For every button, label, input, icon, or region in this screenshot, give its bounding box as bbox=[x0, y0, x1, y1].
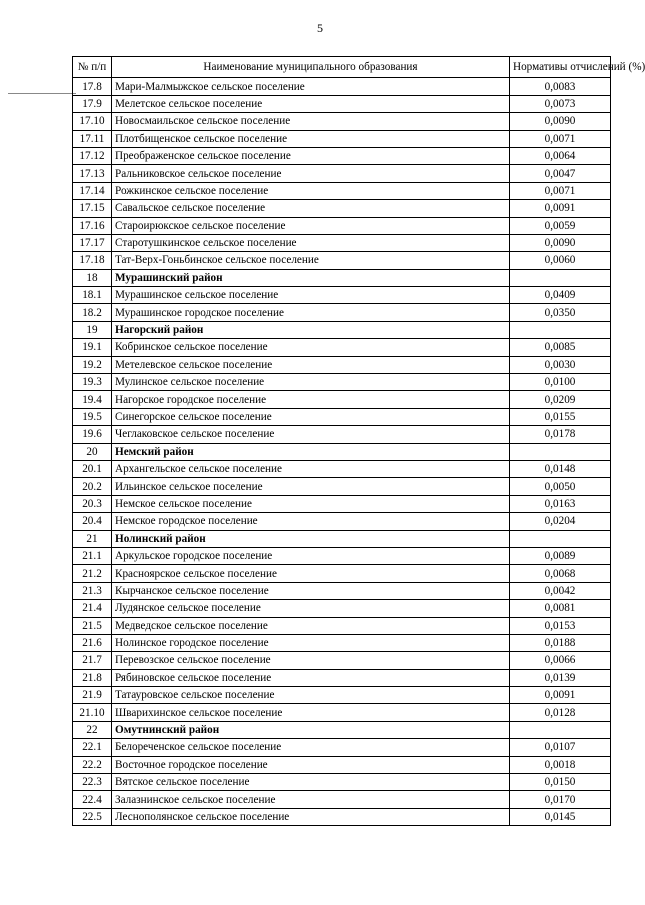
row-name: Нолинское городское поселение bbox=[112, 634, 510, 651]
row-value: 0,0155 bbox=[510, 408, 611, 425]
row-number: 21.4 bbox=[73, 600, 112, 617]
table-row bbox=[73, 669, 611, 686]
row-value: 0,0085 bbox=[510, 339, 611, 356]
row-name: Аркульское городское поселение bbox=[112, 547, 510, 564]
table-row bbox=[73, 495, 611, 512]
row-name: Залазнинское сельское поселение bbox=[112, 791, 510, 808]
row-number: 21.10 bbox=[73, 704, 112, 721]
row-value bbox=[510, 443, 611, 460]
row-number: 19.5 bbox=[73, 408, 112, 425]
row-value: 0,0188 bbox=[510, 634, 611, 651]
table-row bbox=[73, 165, 611, 182]
row-name: Немский район bbox=[112, 443, 510, 460]
table-row bbox=[73, 252, 611, 269]
row-number: 21.8 bbox=[73, 669, 112, 686]
row-value: 0,0090 bbox=[510, 113, 611, 130]
row-value bbox=[510, 269, 611, 286]
row-number: 20.4 bbox=[73, 513, 112, 530]
row-value: 0,0128 bbox=[510, 704, 611, 721]
table-row bbox=[73, 791, 611, 808]
row-value: 0,0150 bbox=[510, 774, 611, 791]
table-row bbox=[73, 356, 611, 373]
table-row bbox=[73, 478, 611, 495]
norms-table bbox=[72, 56, 645, 826]
row-number: 18.1 bbox=[73, 287, 112, 304]
table-row bbox=[73, 808, 611, 825]
row-name: Ильинское сельское поселение bbox=[112, 478, 510, 495]
row-number: 17.9 bbox=[73, 95, 112, 112]
row-value: 0,0090 bbox=[510, 234, 611, 251]
table-row bbox=[73, 687, 611, 704]
row-number: 17.11 bbox=[73, 130, 112, 147]
row-name: Лудянское сельское поселение bbox=[112, 600, 510, 617]
table-row bbox=[73, 234, 611, 251]
row-name: Метелевское сельское поселение bbox=[112, 356, 510, 373]
row-value: 0,0066 bbox=[510, 652, 611, 669]
row-name: Мурашинское городское поселение bbox=[112, 304, 510, 321]
row-value: 0,0091 bbox=[510, 200, 611, 217]
table-row bbox=[73, 756, 611, 773]
row-value: 0,0047 bbox=[510, 165, 611, 182]
table-row bbox=[73, 547, 611, 564]
table-row bbox=[73, 739, 611, 756]
row-name: Ральниковское сельское поселение bbox=[112, 165, 510, 182]
row-value: 0,0204 bbox=[510, 513, 611, 530]
table-row bbox=[73, 582, 611, 599]
table-row bbox=[73, 130, 611, 147]
row-number: 22.1 bbox=[73, 739, 112, 756]
row-number: 17.16 bbox=[73, 217, 112, 234]
district-row bbox=[73, 530, 611, 547]
row-number: 17.17 bbox=[73, 234, 112, 251]
row-name: Кобринское сельское поселение bbox=[112, 339, 510, 356]
table-row bbox=[73, 391, 611, 408]
row-number: 17.18 bbox=[73, 252, 112, 269]
row-name: Медведское сельское поселение bbox=[112, 617, 510, 634]
row-name: Мурашинский район bbox=[112, 269, 510, 286]
row-value: 0,0081 bbox=[510, 600, 611, 617]
row-value: 0,0100 bbox=[510, 374, 611, 391]
row-value: 0,0107 bbox=[510, 739, 611, 756]
row-number: 22 bbox=[73, 721, 112, 738]
row-number: 19.1 bbox=[73, 339, 112, 356]
row-number: 22.4 bbox=[73, 791, 112, 808]
header-value: Нормативы отчислений (%) bbox=[510, 57, 611, 78]
row-number: 17.10 bbox=[73, 113, 112, 130]
district-row bbox=[73, 269, 611, 286]
row-value: 0,0050 bbox=[510, 478, 611, 495]
row-value: 0,0071 bbox=[510, 182, 611, 199]
row-value: 0,0068 bbox=[510, 565, 611, 582]
row-value: 0,0091 bbox=[510, 687, 611, 704]
row-name: Мари-Малмыжское сельское поселение bbox=[112, 78, 510, 95]
header-name: Наименование муниципального образования bbox=[112, 57, 510, 78]
row-number: 19.2 bbox=[73, 356, 112, 373]
row-value: 0,0018 bbox=[510, 756, 611, 773]
row-number: 18.2 bbox=[73, 304, 112, 321]
row-value: 0,0153 bbox=[510, 617, 611, 634]
row-value: 0,0042 bbox=[510, 582, 611, 599]
row-value: 0,0030 bbox=[510, 356, 611, 373]
row-value bbox=[510, 721, 611, 738]
table-row bbox=[73, 513, 611, 530]
row-value: 0,0073 bbox=[510, 95, 611, 112]
table-row bbox=[73, 600, 611, 617]
header-row bbox=[73, 57, 611, 78]
row-number: 18 bbox=[73, 269, 112, 286]
row-name: Кырчанское сельское поселение bbox=[112, 582, 510, 599]
row-number: 20 bbox=[73, 443, 112, 460]
row-value: 0,0148 bbox=[510, 460, 611, 477]
row-value: 0,0064 bbox=[510, 147, 611, 164]
row-value: 0,0059 bbox=[510, 217, 611, 234]
header-number: № п/п bbox=[73, 57, 112, 78]
row-value: 0,0083 bbox=[510, 78, 611, 95]
row-value: 0,0071 bbox=[510, 130, 611, 147]
row-name: Немское городское поселение bbox=[112, 513, 510, 530]
row-number: 17.13 bbox=[73, 165, 112, 182]
row-value bbox=[510, 530, 611, 547]
row-name: Савальское сельское поселение bbox=[112, 200, 510, 217]
row-name: Мулинское сельское поселение bbox=[112, 374, 510, 391]
row-name: Красноярское сельское поселение bbox=[112, 565, 510, 582]
table-row bbox=[73, 339, 611, 356]
table-row bbox=[73, 217, 611, 234]
row-number: 22.2 bbox=[73, 756, 112, 773]
row-number: 19.6 bbox=[73, 426, 112, 443]
table-row bbox=[73, 408, 611, 425]
table-body bbox=[73, 78, 611, 826]
table-row bbox=[73, 774, 611, 791]
table-row bbox=[73, 634, 611, 651]
row-value bbox=[510, 321, 611, 338]
page-number: 5 bbox=[317, 21, 323, 35]
table-row bbox=[73, 565, 611, 582]
row-value: 0,0163 bbox=[510, 495, 611, 512]
table-row bbox=[73, 652, 611, 669]
row-number: 20.2 bbox=[73, 478, 112, 495]
table-row bbox=[73, 426, 611, 443]
table-row bbox=[73, 78, 611, 95]
row-number: 21.6 bbox=[73, 634, 112, 651]
row-name: Синегорское сельское поселение bbox=[112, 408, 510, 425]
row-name: Вятское сельское поселение bbox=[112, 774, 510, 791]
row-value: 0,0409 bbox=[510, 287, 611, 304]
row-name: Мелетское сельское поселение bbox=[112, 95, 510, 112]
row-number: 19.4 bbox=[73, 391, 112, 408]
row-number: 22.5 bbox=[73, 808, 112, 825]
district-row bbox=[73, 721, 611, 738]
row-name: Омутнинский район bbox=[112, 721, 510, 738]
row-value: 0,0060 bbox=[510, 252, 611, 269]
row-name: Старотушкинское сельское поселение bbox=[112, 234, 510, 251]
row-number: 22.3 bbox=[73, 774, 112, 791]
row-name: Шварихинское сельское поселение bbox=[112, 704, 510, 721]
margin-mark bbox=[8, 93, 76, 94]
table-row bbox=[73, 374, 611, 391]
row-name: Рябиновское сельское поселение bbox=[112, 669, 510, 686]
table-row bbox=[73, 147, 611, 164]
row-name: Восточное городское поселение bbox=[112, 756, 510, 773]
row-name: Чеглаковское сельское поселение bbox=[112, 426, 510, 443]
row-name: Нагорский район bbox=[112, 321, 510, 338]
row-value: 0,0170 bbox=[510, 791, 611, 808]
row-name: Староирюкское сельское поселение bbox=[112, 217, 510, 234]
table-row bbox=[73, 95, 611, 112]
row-name: Рожкинское сельское поселение bbox=[112, 182, 510, 199]
row-number: 21.3 bbox=[73, 582, 112, 599]
row-name: Татауровское сельское поселение bbox=[112, 687, 510, 704]
row-number: 21.5 bbox=[73, 617, 112, 634]
row-name: Белореченское сельское поселение bbox=[112, 739, 510, 756]
row-value: 0,0350 bbox=[510, 304, 611, 321]
row-value: 0,0089 bbox=[510, 547, 611, 564]
row-name: Мурашинское сельское поселение bbox=[112, 287, 510, 304]
row-value: 0,0209 bbox=[510, 391, 611, 408]
row-name: Архангельское сельское поселение bbox=[112, 460, 510, 477]
table-row bbox=[73, 113, 611, 130]
row-name: Преображенское сельское поселение bbox=[112, 147, 510, 164]
table-row bbox=[73, 617, 611, 634]
row-number: 21 bbox=[73, 530, 112, 547]
table-row bbox=[73, 304, 611, 321]
row-number: 17.8 bbox=[73, 78, 112, 95]
row-value: 0,0145 bbox=[510, 808, 611, 825]
table-row bbox=[73, 287, 611, 304]
row-number: 21.7 bbox=[73, 652, 112, 669]
row-number: 17.12 bbox=[73, 147, 112, 164]
row-name: Нолинский район bbox=[112, 530, 510, 547]
row-value: 0,0139 bbox=[510, 669, 611, 686]
table-row bbox=[73, 704, 611, 721]
row-number: 19.3 bbox=[73, 374, 112, 391]
row-number: 20.1 bbox=[73, 460, 112, 477]
row-number: 21.9 bbox=[73, 687, 112, 704]
row-name: Тат-Верх-Гоньбинское сельское поселение bbox=[112, 252, 510, 269]
row-value: 0,0178 bbox=[510, 426, 611, 443]
table-row bbox=[73, 460, 611, 477]
row-number: 17.15 bbox=[73, 200, 112, 217]
row-number: 17.14 bbox=[73, 182, 112, 199]
row-name: Леснополянское сельское поселение bbox=[112, 808, 510, 825]
row-number: 21.1 bbox=[73, 547, 112, 564]
row-name: Немское сельское поселение bbox=[112, 495, 510, 512]
table-row bbox=[73, 182, 611, 199]
row-name: Новосмаильское сельское поселение bbox=[112, 113, 510, 130]
row-name: Нагорское городское поселение bbox=[112, 391, 510, 408]
table-row bbox=[73, 200, 611, 217]
row-name: Перевозское сельское поселение bbox=[112, 652, 510, 669]
row-name: Плотбищенское сельское поселение bbox=[112, 130, 510, 147]
row-number: 19 bbox=[73, 321, 112, 338]
district-row bbox=[73, 321, 611, 338]
row-number: 21.2 bbox=[73, 565, 112, 582]
district-row bbox=[73, 443, 611, 460]
row-number: 20.3 bbox=[73, 495, 112, 512]
